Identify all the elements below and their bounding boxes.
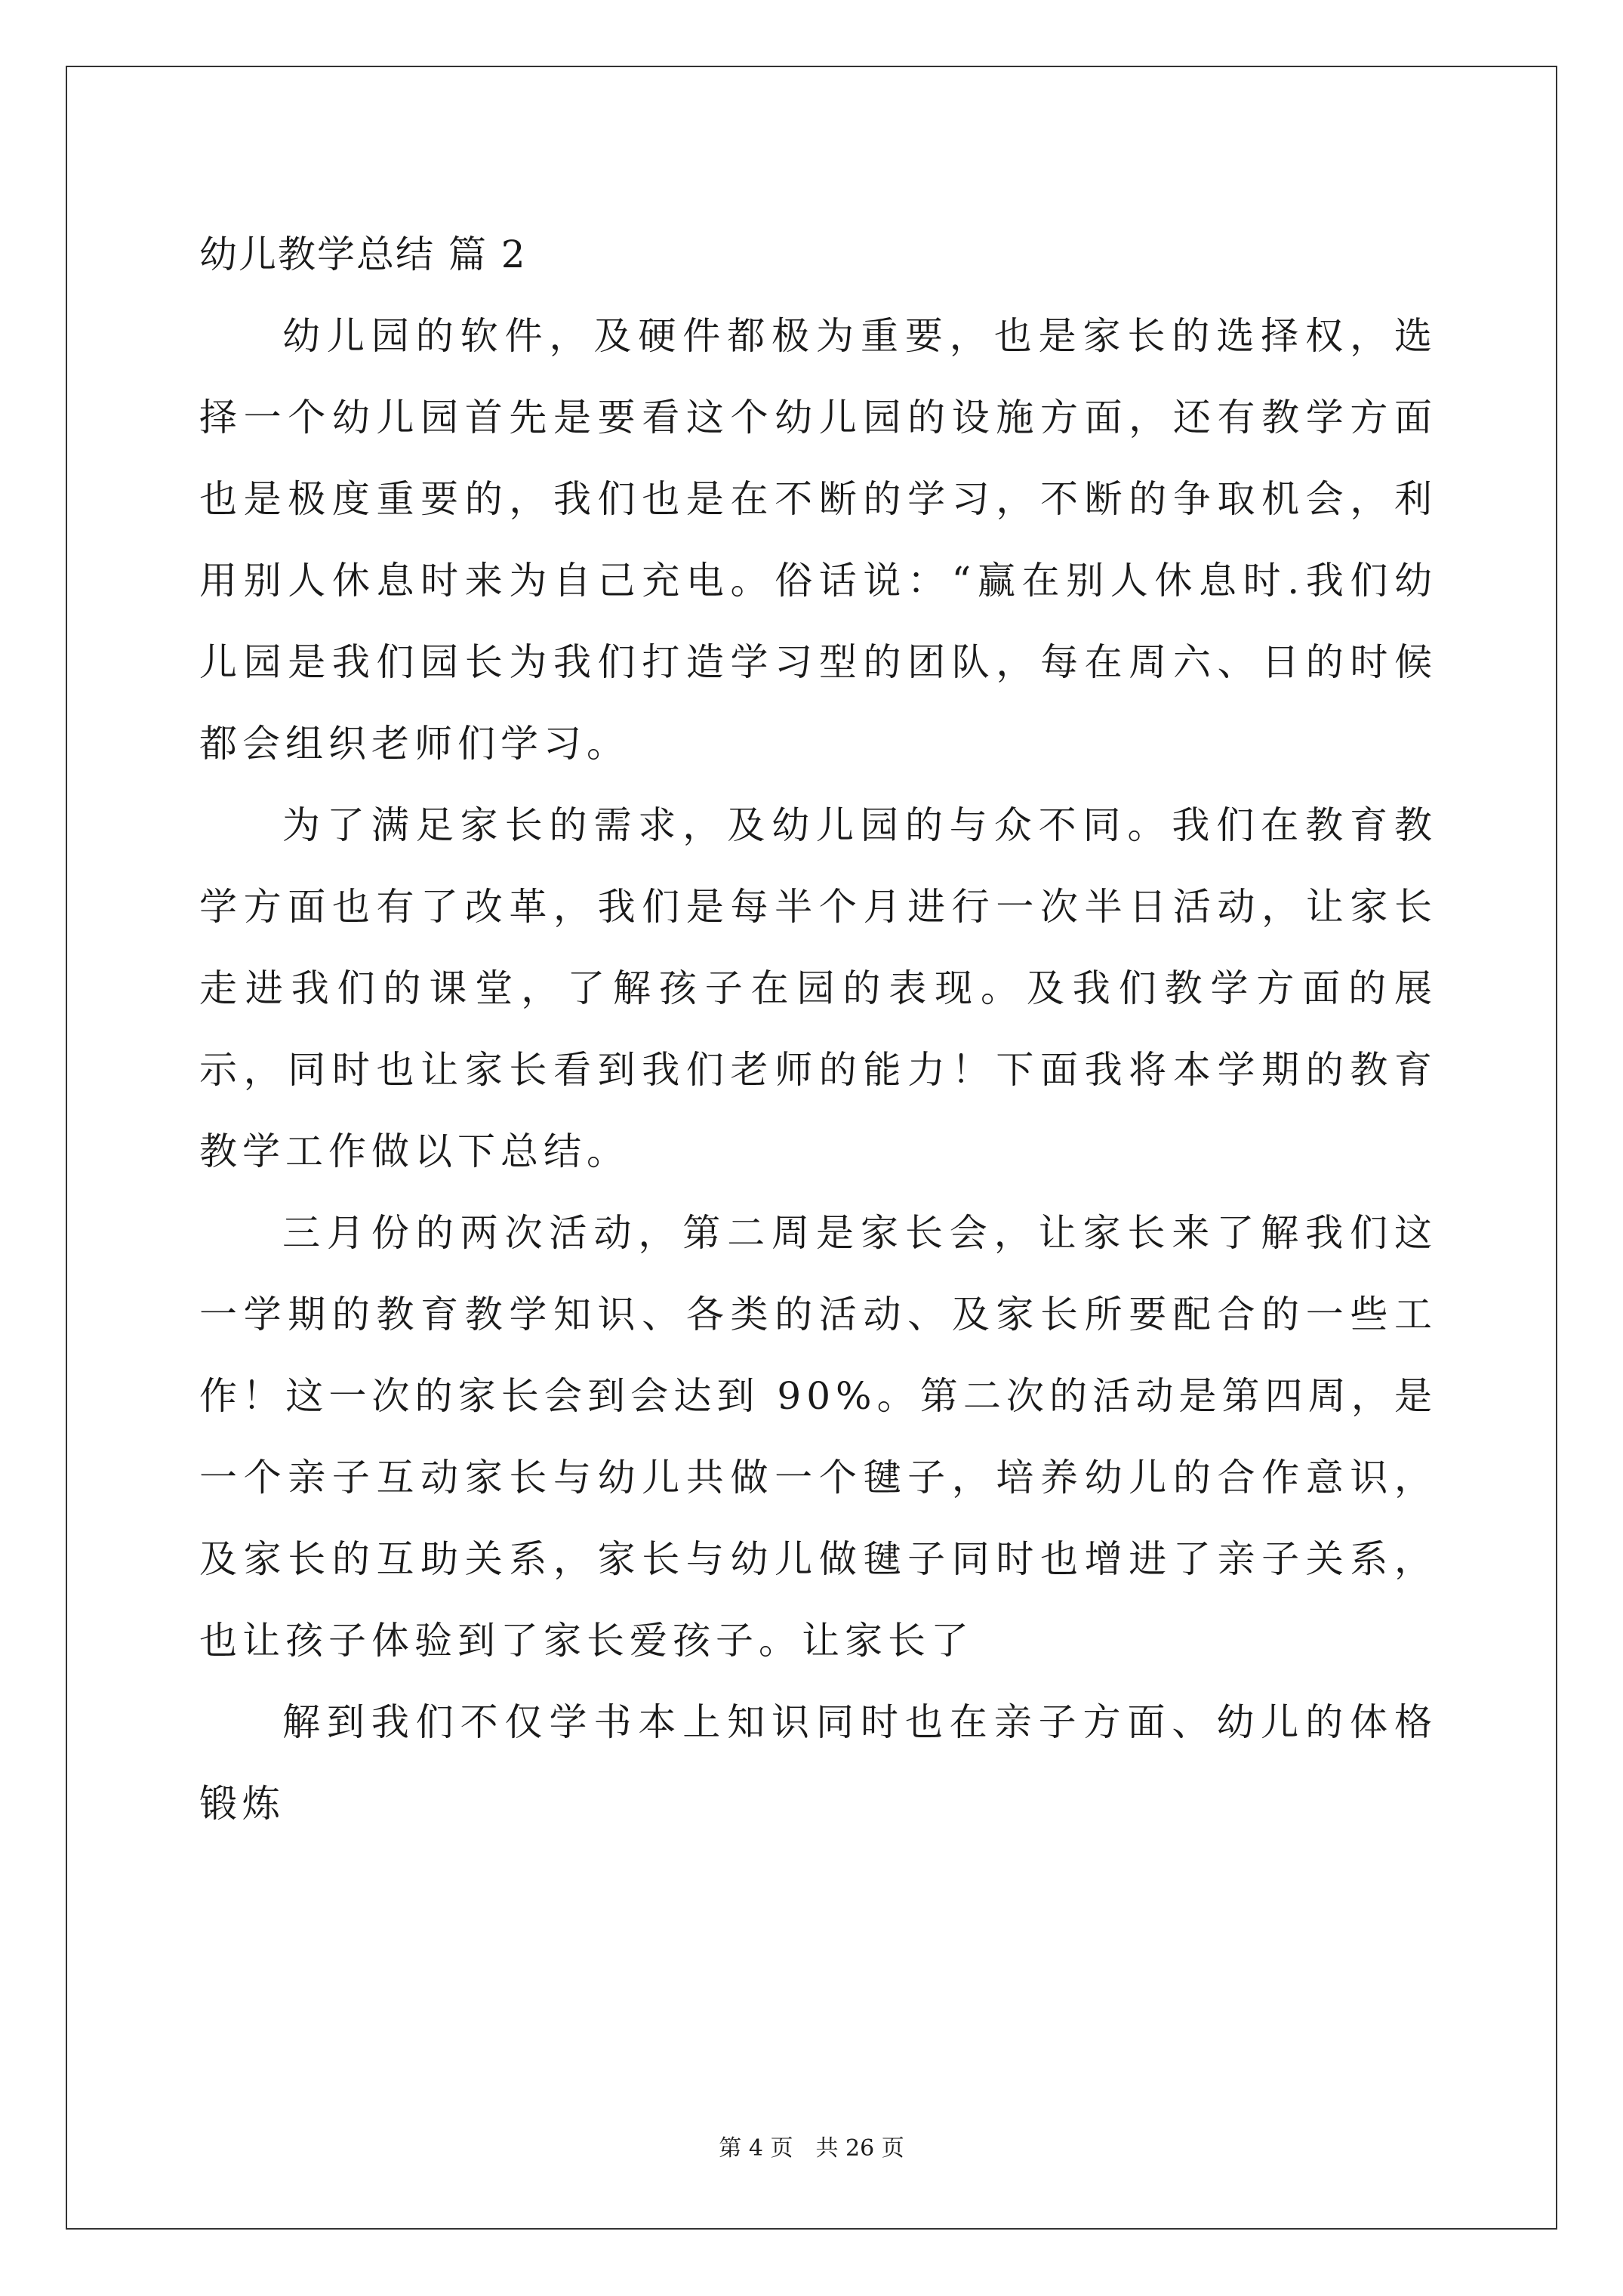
- paragraph-2: 为了满足家长的需求，及幼儿园的与众不同。我们在教育教学方面也有了改革，我们是每半个月进行一次半日活动，让家长走进我们的课堂，了解孩子在园的表现。及我们教学方面的展示，同时也让家长看到我们老师的能力！下面我将本学期的教育教学工作做以下总结。: [199, 803, 1437, 1173]
- paragraph-3: 三月份的两次活动，第二周是家长会，让家长来了解我们这一学期的教育教学知识、各类的活动、及家长所要配合的一些工作！这一次的家长会到会达到 90%。第二次的活动是第四周，是一个亲子互动家长与幼儿共做一个毽子，培养幼儿的合作意识，及家长的互助关系，家长与幼儿做毽子同时也增进了亲子关系，也让孩子体验到了家长爱孩子。让家长了: [199, 1211, 1437, 1663]
- document-body: [199, 214, 1437, 1845]
- section-heading: 幼儿教学总结 篇 2: [199, 233, 527, 276]
- paragraph-1: 幼儿园的软件，及硬件都极为重要，也是家长的选择权，选择一个幼儿园首先是要看这个幼儿园的设施方面，还有教学方面也是极度重要的，我们也是在不断的学习，不断的争取机会，利用别人休息时来为自己充电。俗话说：“赢在别人休息时.我们幼儿园是我们园长为我们打造学习型的团队，每在周六、日的时候都会组织老师们学习。: [199, 314, 1437, 766]
- page-number-footer: 第 4 页 共 26 页: [719, 2135, 904, 2162]
- paragraph-4: 解到我们不仅学书本上知识同时也在亲子方面、幼儿的体格锻炼: [199, 1700, 1437, 1826]
